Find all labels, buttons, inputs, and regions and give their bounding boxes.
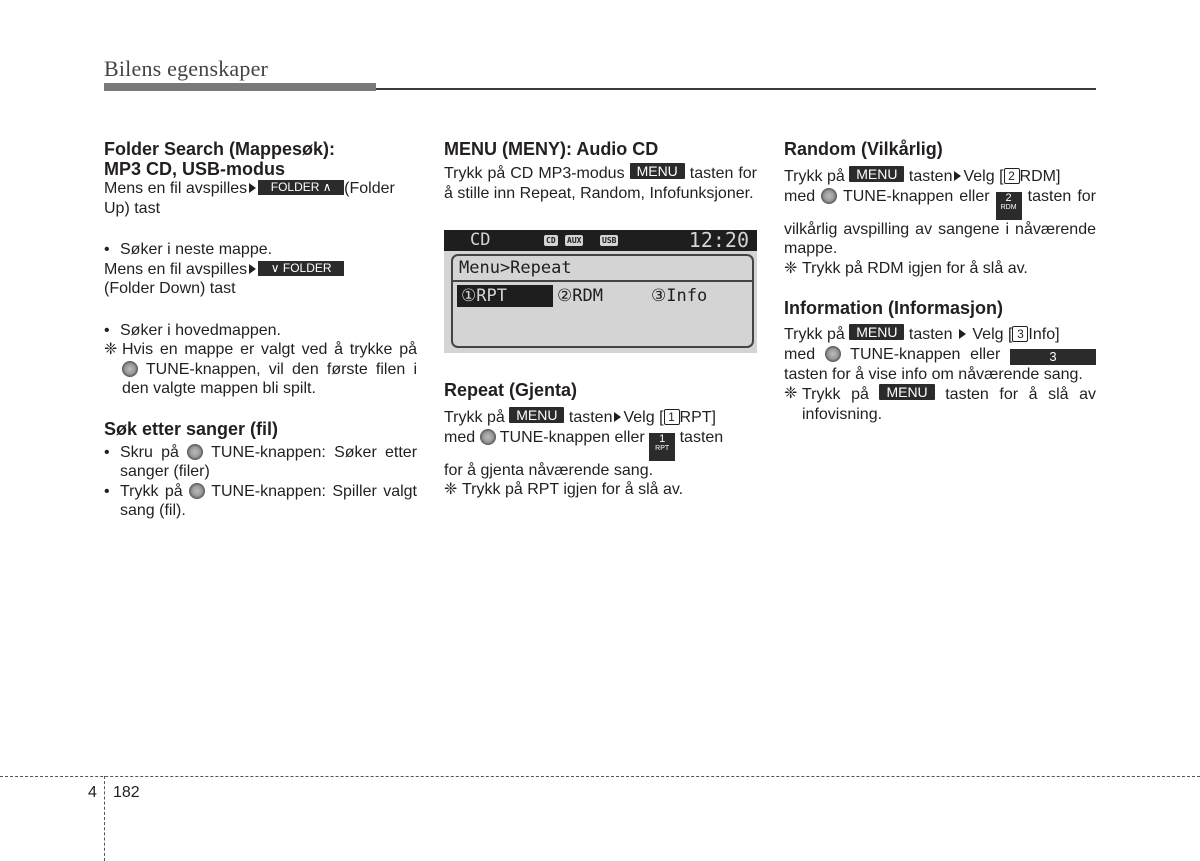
running-header: Bilens egenskaper <box>104 56 269 81</box>
note-information: ❈ Trykk på MENU tasten for å slå av infovisning. <box>784 384 1096 423</box>
menu-key: MENU <box>509 407 564 423</box>
tune-knob-icon <box>122 361 138 377</box>
lcd-option-rdm: ②RDM <box>557 286 603 306</box>
lcd-aux-badge: AUX <box>567 236 582 245</box>
note-icon: ❈ <box>444 481 458 498</box>
circled-number-3: 3 <box>1012 326 1028 342</box>
lcd-option-info: ③Info <box>651 286 708 306</box>
lcd-divider <box>453 280 752 282</box>
page-number: 182 <box>113 784 140 801</box>
bullet-turn-tune: • Skru på TUNE-knappen: Søker etter sanger (filer) <box>104 443 418 480</box>
arrow-right-icon <box>249 264 256 274</box>
menu-key: MENU <box>849 166 904 182</box>
lcd-clock: 12:20 <box>688 228 749 252</box>
column-1 <box>104 139 417 521</box>
column-3 <box>784 139 1096 424</box>
lcd-menu-title: Menu>Repeat <box>459 258 572 278</box>
bullet-next-folder: • Søker i neste mappe. <box>104 241 273 258</box>
arrow-right-icon <box>614 412 621 422</box>
column-2-lower <box>444 380 757 500</box>
circled-number-2: 2 <box>1004 168 1020 184</box>
folder-up-key: FOLDER ∧ <box>258 180 344 195</box>
heading-search-songs: Søk etter sanger (fil) <box>104 418 279 439</box>
heading-random: Random (Vilkårlig) <box>784 139 943 159</box>
paragraph-menu: Trykk på CD MP3-modus MENU tasten for å stille inn Repeat, Random, Infofunksjoner. <box>444 163 758 202</box>
tune-knob-icon <box>189 483 205 499</box>
rdm-key: 2 RDM <box>996 192 1022 220</box>
menu-key: MENU <box>879 384 934 400</box>
arrow-right-icon <box>249 183 256 193</box>
column-2 <box>444 139 757 203</box>
menu-key: MENU <box>630 163 685 179</box>
note-random: ❈ Trykk på RDM igjen for å slå av. <box>784 259 1028 277</box>
paragraph-repeat: Trykk på MENU tasten Velg [ 1 RPT] med TUNE-knappen eller 1 RPT tasten for å gjenta nåværende sang. <box>444 407 724 479</box>
tune-knob-icon <box>821 188 837 204</box>
paragraph-information: Trykk på MENU tasten Velg [ 3 Info] med TUNE-knappen eller 3 tasten for å vise info om nåværende sang. <box>784 324 1096 384</box>
heading-folder-search: Folder Search (Mappesøk): <box>104 139 336 159</box>
chapter-number: 4 <box>88 784 97 801</box>
note-repeat: ❈ Trykk på RPT igjen for å slå av. <box>444 481 684 498</box>
paragraph-random: Trykk på MENU tasten Velg [ 2 RDM] med TUNE-knappen eller 2 RDM tasten for vilkårlig avspilling av sangene i nåværende mappe. <box>784 166 1096 257</box>
header-rule-thick <box>104 83 376 91</box>
footer-divider <box>104 776 105 861</box>
bullet-press-tune: • Trykk på TUNE-knappen: Spiller valgt sang (fil). <box>104 482 417 519</box>
lcd-display <box>444 230 757 353</box>
tune-knob-icon <box>187 444 203 460</box>
arrow-right-icon <box>954 171 961 181</box>
lcd-status-bar <box>444 230 757 251</box>
note-icon: ❈ <box>784 385 798 402</box>
heading-menu-audio-cd: MENU (MENY): Audio CD <box>444 139 659 159</box>
lcd-usb-badge: USB <box>602 236 617 245</box>
paragraph-folder-up: Mens en fil avspilles FOLDER ∧ (Folder Up) tast <box>104 180 395 217</box>
tune-knob-icon <box>480 429 496 445</box>
footer-rule <box>0 776 1200 777</box>
tune-knob-icon <box>825 346 841 362</box>
menu-key: MENU <box>849 324 904 340</box>
heading-folder-search-sub: MP3 CD, USB-modus <box>104 159 286 179</box>
heading-information: Information (Informasjon) <box>784 298 1003 318</box>
lcd-menu-frame <box>451 254 754 348</box>
rpt-key: 1 RPT <box>649 433 675 461</box>
lcd-mode: CD <box>470 230 491 250</box>
note-icon: ❈ <box>104 341 118 358</box>
note-folder-select: ❈ Hvis en mappe er valgt ved å trykke på TUNE-knappen, vil den første filen i den valgte mappen bli spilt. <box>104 341 418 397</box>
heading-repeat: Repeat (Gjenta) <box>444 380 578 400</box>
arrow-right-icon <box>959 329 966 339</box>
info-key: 3 <box>1010 349 1096 365</box>
note-icon: ❈ <box>784 259 798 277</box>
bullet-main-folder: • Søker i hovedmappen. <box>104 321 281 339</box>
circled-number-1: 1 <box>664 409 680 425</box>
paragraph-folder-down: Mens en fil avspilles ∨ FOLDER (Folder Down) tast <box>104 260 417 299</box>
folder-down-key: ∨ FOLDER <box>258 261 344 276</box>
lcd-option-rpt: ①RPT <box>457 285 553 307</box>
lcd-cd-badge: CD <box>546 236 556 245</box>
header-rule-thin <box>376 88 1096 90</box>
